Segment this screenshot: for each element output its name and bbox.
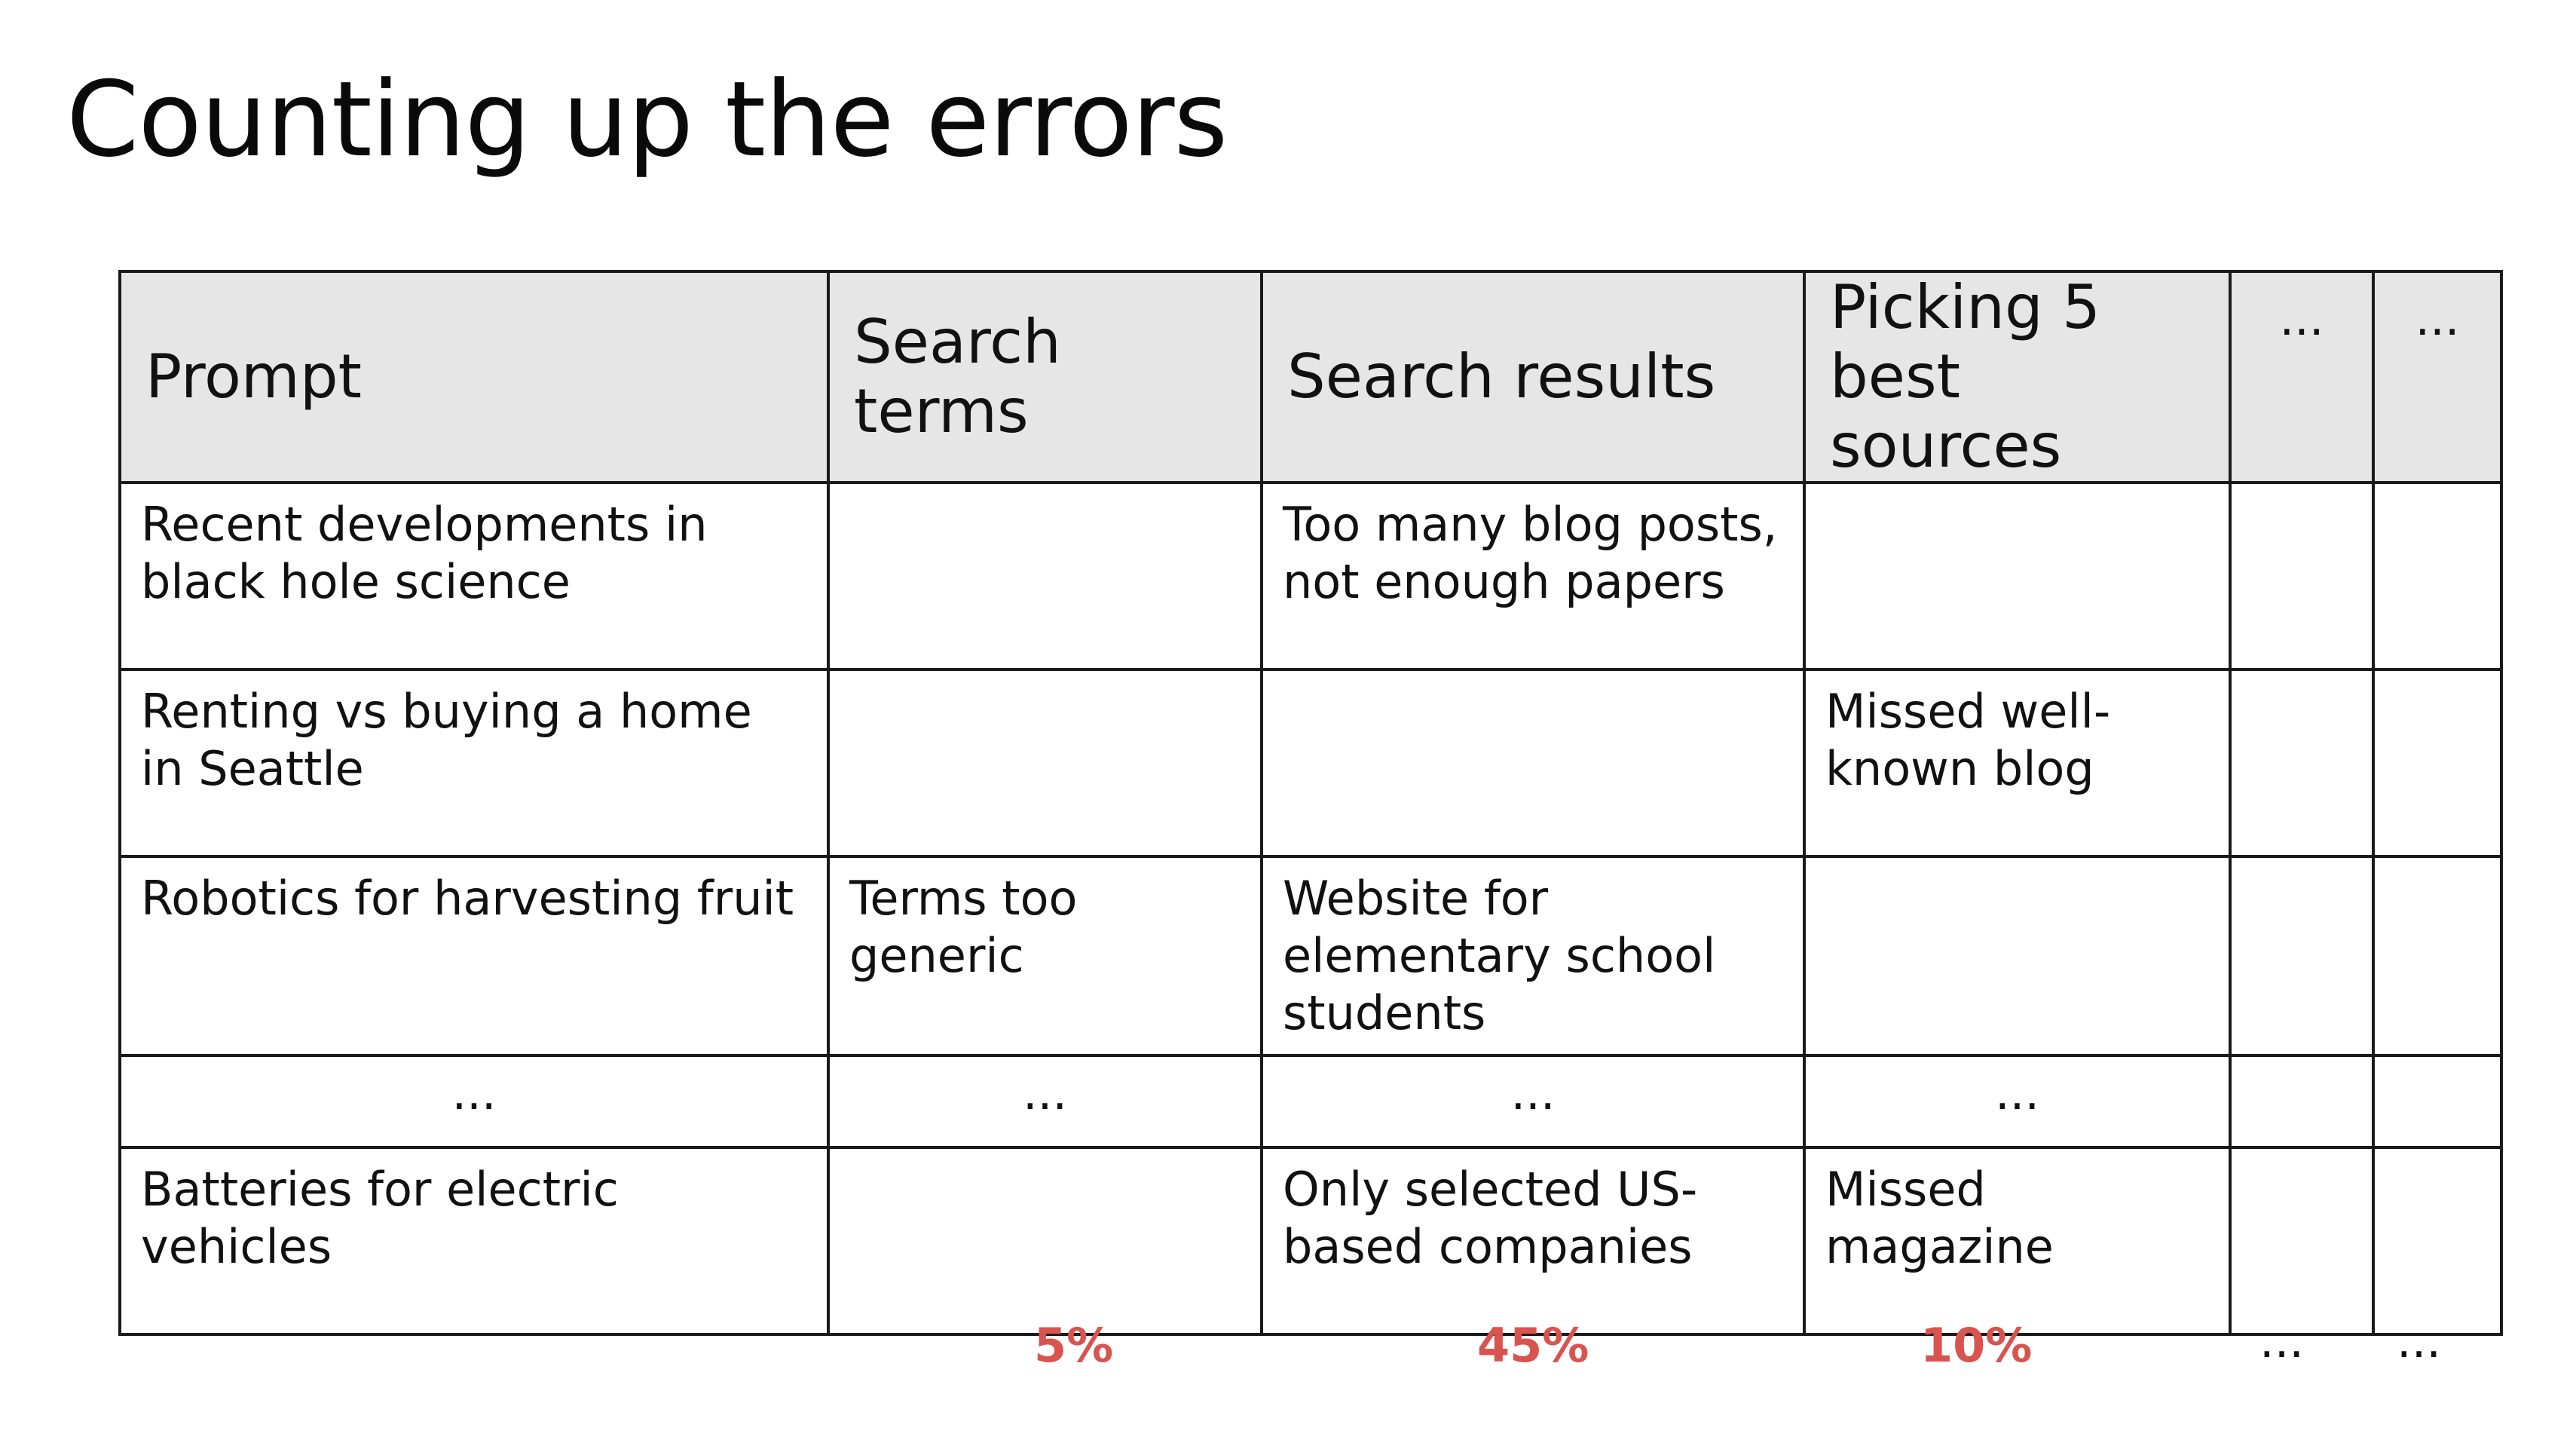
cell-more-2: [2373, 482, 2501, 669]
cell-search-terms: [828, 1147, 1262, 1334]
cell-search-terms: [828, 669, 1262, 856]
cell-search-results: ...: [1262, 1055, 1804, 1147]
cell-search-results: [1262, 669, 1804, 856]
cell-search-results: Too many blog posts, not enough papers: [1262, 482, 1804, 669]
cell-picking-sources: [1804, 482, 2230, 669]
header-more-2: ...: [2373, 271, 2501, 482]
cell-prompt: Renting vs buying a home in Seattle: [120, 669, 828, 856]
cell-picking-sources: Missed well-known blog: [1804, 669, 2230, 856]
cell-more-1: [2230, 482, 2373, 669]
header-more-1: ...: [2230, 271, 2373, 482]
cell-search-terms: [828, 482, 1262, 669]
cell-more-1: [2230, 669, 2373, 856]
cell-more-2: [2373, 1147, 2501, 1334]
table-row: [120, 856, 2501, 1055]
page-title: Counting up the errors: [66, 59, 1228, 180]
cell-prompt: ...: [120, 1055, 828, 1147]
header-picking-sources: Picking 5 best sources: [1804, 271, 2230, 482]
cell-more-2: [2373, 1055, 2501, 1147]
table-row: [120, 669, 2501, 856]
cell-prompt: Robotics for harvesting fruit: [120, 856, 828, 1055]
cell-picking-sources: Missed magazine: [1804, 1147, 2230, 1334]
cell-more-1: [2230, 856, 2373, 1055]
cell-search-terms: Terms too generic: [828, 856, 1262, 1055]
cell-picking-sources: [1804, 856, 2230, 1055]
error-table: [118, 270, 2503, 1336]
cell-search-terms: ...: [828, 1055, 1262, 1147]
header-prompt: Prompt: [120, 271, 828, 482]
cell-more-1: [2230, 1147, 2373, 1334]
cell-more-1: [2230, 1055, 2373, 1147]
cell-search-results: Only selected US-based companies: [1262, 1147, 1804, 1334]
table-row-ellipsis: [120, 1055, 2501, 1147]
cell-picking-sources: ...: [1804, 1055, 2230, 1147]
cell-search-results: Website for elementary school students: [1262, 856, 1804, 1055]
header-search-results: Search results: [1262, 271, 1804, 482]
total-more-2: ...: [2397, 1313, 2442, 1368]
table-row: [120, 1147, 2501, 1334]
table-row: [120, 482, 2501, 669]
total-more-1: ...: [2259, 1313, 2305, 1368]
cell-more-2: [2373, 856, 2501, 1055]
table-header-row: [120, 271, 2501, 482]
total-search-terms: 5%: [1034, 1318, 1114, 1373]
cell-prompt: Batteries for electric vehicles: [120, 1147, 828, 1334]
total-picking-sources: 10%: [1920, 1318, 2033, 1373]
total-search-results: 45%: [1477, 1318, 1589, 1373]
cell-prompt: Recent developments in black hole science: [120, 482, 828, 669]
cell-more-2: [2373, 669, 2501, 856]
header-search-terms: Search terms: [828, 271, 1262, 482]
